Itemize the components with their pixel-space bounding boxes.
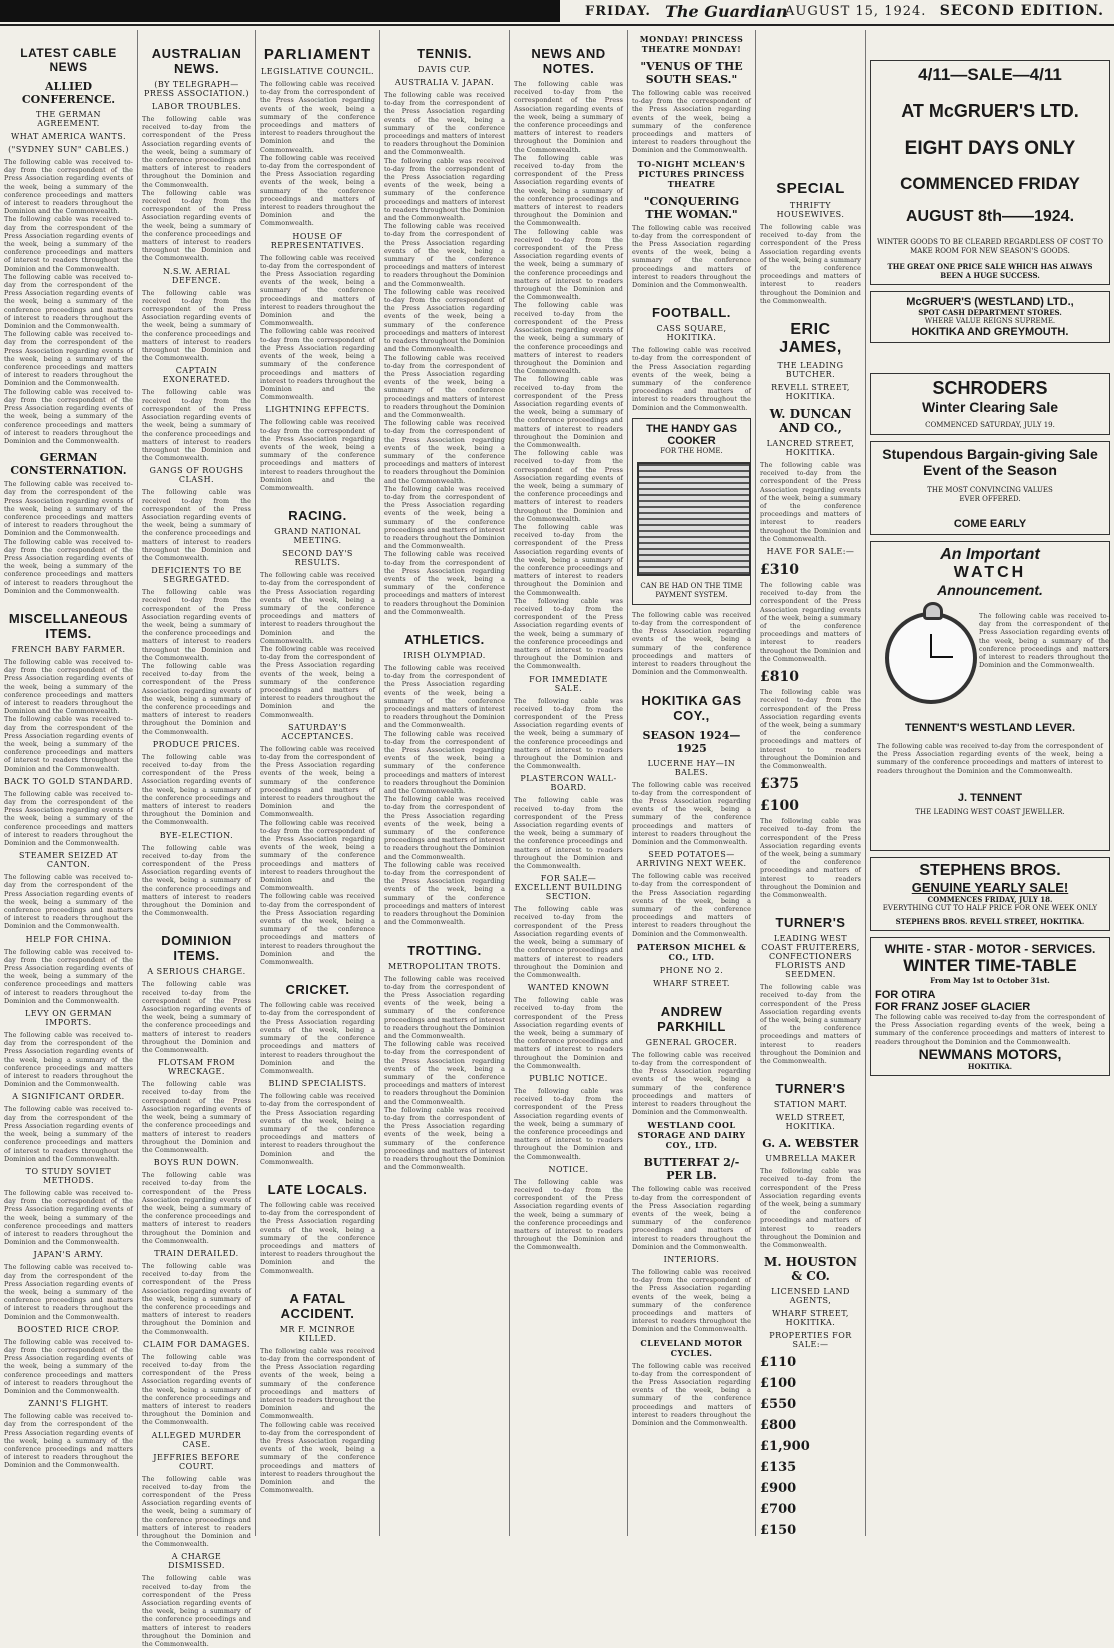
article-body: The following cable was received to-day from the correspondent of the Press Association regarding events of the week, being a summary of the conference proceedings and matters of interest to readers throughout the Dominion and the Commonwealth. <box>4 1263 133 1321</box>
may-october: From May 1st to October 31st. <box>930 976 1050 985</box>
article-body: The following cable was received to-day from the correspondent of the Press Association regarding events of the week, being a summary of the conference proceedings and matters of interest to readers throughout the Dominion and the Commonwealth. <box>4 947 133 1005</box>
have-for-sale: HAVE FOR SALE:— <box>766 547 855 557</box>
convincing-values: THE MOST CONVINCING VALUES <box>927 486 1053 494</box>
article-body: The following cable was received to-day from the correspondent of the Press Association regarding events of the week, being a summary of the conference proceedings and matters of interest to readers throughout the Dominion and the Commonwealth. <box>260 1200 375 1275</box>
spot-cash: SPOT CASH DEPARTMENT STORES. <box>918 308 1062 317</box>
stupendous-ad <box>870 441 1110 535</box>
serious-charge-head: A SERIOUS CHARGE. <box>147 967 246 977</box>
trotting-heading: TROTTING. <box>407 942 482 958</box>
article-body: The following cable was received to-day from the correspondent of the Press Association regarding events of the week, being a summary of the conference proceedings and matters of interest to readers throughout the Dominion and the Commonwealth. <box>260 571 375 645</box>
article-body: The following cable was received to-day from the correspondent of the Press Association regarding events of the week, being a summary of the conference proceedings and matters of interest to readers throughout the Dominion and the Commonwealth. <box>260 253 375 328</box>
column-advertisements-c <box>866 30 1114 1536</box>
everything-cut: EVERYTHING CUT TO HALF PRICE FOR ONE WEEK ONLY <box>882 904 1098 912</box>
j-tennent: J. TENNENT <box>957 792 1023 804</box>
article-body: The following cable was received to-day from the correspondent of the Press Association regarding events of the week, being a summary of the conference proceedings and matters of interest to readers throughout the Dominion and the Commonwealth. <box>632 1268 751 1334</box>
for-otira: FOR OTIRA <box>875 989 936 1001</box>
princess-theatre-ad: MONDAY! PRINCESS THEATRE MONDAY! <box>639 34 744 54</box>
column-advertisements-a <box>628 30 756 1536</box>
winter-timetable: WINTER TIME-TABLE <box>903 956 1077 975</box>
price-900: £900 <box>760 1481 797 1497</box>
baby-farmer-head: FRENCH BABY FARMER. <box>11 644 126 654</box>
come-early: COME EARLY <box>953 518 1027 530</box>
flotsam-head: FLOTSAM FROM WRECKAGE. <box>157 1058 236 1077</box>
article-body: The following cable was received to-day from the correspondent of the Press Association regarding events of the week, being a summary of the conference proceedings and matters of interest to readers throughout the Dominion and the Commonwealth. <box>142 1261 251 1336</box>
article-body: The following cable was received to-day from the correspondent of the Press Association regarding events of the week, being a summary of the conference proceedings and matters of interest to readers throughout the Dominion and the Commonwealth. <box>4 1337 133 1395</box>
article-body: The following cable was received to-day from the correspondent of the Press Association regarding events of the week, being a summary of the conference proceedings and matters of interest to readers throughout the Dominion and the Commonwealth. <box>384 550 505 616</box>
japans-army-head: JAPAN'S ARMY. <box>33 1250 104 1260</box>
claim-damages-head: CLAIM FOR DAMAGES. <box>143 1339 250 1349</box>
metropolitan-trots-head: METROPOLITAN TROTS. <box>387 961 502 971</box>
parliament-heading: PARLIAMENT <box>263 46 372 63</box>
article-body: The following cable was received to-day from the correspondent of the Press Association regarding events of the week, being a summary of the conference proceedings and matters of interest to readers throughout the Dominion and the Commonwealth. <box>142 288 251 363</box>
article-body: The following cable was received to-day from the correspondent of the Press Association regarding events of the week, being a summary of the conference proceedings and matters of interest to readers throughout the Dominion and the Commonwealth. <box>514 80 623 154</box>
house-representatives-head: HOUSE OF REPRESENTATIVES. <box>270 231 365 250</box>
eight-days: EIGHT DAYS ONLY <box>904 138 1076 159</box>
significant-order-head: A SIGNIFICANT ORDER. <box>12 1092 125 1102</box>
article-body: The following cable was received to-day from the correspondent of the Press Association regarding events of the week, being a summary of the conference proceedings and matters of interest to readers throughout the Dominion and the Commonwealth. <box>260 1346 375 1421</box>
fatal-accident-heading: A FATAL ACCIDENT. <box>280 1290 355 1321</box>
price-100b: £100 <box>760 1376 797 1392</box>
article-body: The following cable was received to-day from the correspondent of the Press Association regarding events of the week, being a summary of the conference proceedings and matters of interest to readers throughout the Dominion and the Commonwealth. <box>877 742 1103 775</box>
price-700: £700 <box>760 1502 797 1518</box>
article-body: The following cable was received to-day from the correspondent of the Press Association regarding events of the week, being a summary of the conference proceedings and matters of interest to readers throughout the Dominion and the Commonwealth. <box>384 287 505 354</box>
grand-national-head: GRAND NATIONAL MEETING. <box>274 527 361 546</box>
article-body: The following cable was received to-day from the correspondent of the Press Association regarding events of the week, being a summary of the conference proceedings and matters of interest to readers throughout the Dominion and the Commonwealth. <box>4 272 133 331</box>
wharf-street-b: WHARF STREET, HOKITIKA. <box>772 1309 849 1328</box>
athletics-heading: ATHLETICS. <box>404 632 485 647</box>
article-body: The following cable was received to-day from the correspondent of the Press Association regarding events of the week, being a summary of the conference proceedings and matters of interest to readers throughout the Dominion and the Commonwealth. <box>384 91 505 157</box>
article-body: The following cable was received to-day from the correspondent of the Press Association regarding events of the week, being a summary of the conference proceedings and matters of interest to readers throughout the Dominion and the Commonwealth. <box>142 1574 251 1648</box>
lucerne-hay: LUCERNE HAY—IN BALES. <box>647 758 736 777</box>
boys-run-down-head: BOYS RUN DOWN. <box>153 1158 240 1168</box>
australian-news-heading: AUSTRALIAN NEWS. <box>151 46 242 76</box>
gas-coy: HOKITIKA GAS COY., <box>641 692 742 723</box>
station-mart: STATION MART. <box>773 1100 848 1110</box>
aerial-defence-head: N.S.W. AERIAL DEFENCE. <box>162 266 231 285</box>
price-310: £310 <box>760 562 799 579</box>
help-china-head: HELP FOR CHINA. <box>25 934 112 944</box>
price-110: £110 <box>760 1355 797 1371</box>
german-agreement-head: THE GERMAN AGREEMENT. <box>36 110 101 128</box>
lancred-street: LANCRED STREET, HOKITIKA. <box>766 439 855 458</box>
immediate-sale-ad: FOR IMMEDIATE SALE. <box>529 674 608 693</box>
cricket-heading: CRICKET. <box>285 982 350 998</box>
tennis-heading: TENNIS. <box>417 46 472 61</box>
train-derailed-head: TRAIN DERAILED. <box>154 1248 239 1258</box>
article-body: The following cable was received to-day from the correspondent of the Press Association regarding events of the week, being a summary of the conference proceedings and matters of interest to readers throughout the Dominion and the Commonwealth. <box>514 596 623 671</box>
phone-no: PHONE NO 2. <box>659 965 724 975</box>
time-payment: CAN BE HAD ON THE TIME PAYMENT SYSTEM. <box>640 581 743 599</box>
article-body: The following cable was received to-day from the correspondent of the Press Association regarding events of the week, being a summary of the conference proceedings and matters of interest to readers throughout the Dominion and the Commonwealth. <box>632 872 751 938</box>
stephens-bros: STEPHENS BROS. <box>919 862 1061 879</box>
important: An Important <box>940 546 1040 563</box>
article-body: The following cable was received to-day from the correspondent of the Press Association regarding events of the week, being a summary of the conference proceedings and matters of interest to readers throughout the Dominion and the Commonwealth. <box>4 158 133 216</box>
season-heading: SEASON 1924—1925 <box>642 728 741 755</box>
article-body: The following cable was received to-day from the correspondent of the Press Association regarding events of the week, being a summary of the conference proceedings and matters of interest to readers throughout the Dominion and the Commonwealth. <box>514 227 623 302</box>
price-800: £800 <box>760 1418 797 1434</box>
jeffries-court-head: JEFFRIES BEFORE COURT. <box>153 1452 240 1471</box>
levy-imports-head: LEVY ON GERMAN IMPORTS. <box>24 1009 113 1028</box>
masthead-date: AUGUST 15, 1924. <box>785 4 927 19</box>
article-body: The following cable was received to-day from the correspondent of the Press Association regarding events of the week, being a summary of the conference proceedings and matters of interest to readers throughout the Dominion and the Commonwealth. <box>514 1177 623 1252</box>
article-body: The following cable was received to-day from the correspondent of the Press Association regarding events of the week, being a summary of the conference proceedings and matters of interest to readers throughout the Dominion and the Commonwealth. <box>514 996 623 1070</box>
article-body: The following cable was received to-day from the correspondent of the Press Association regarding events of the week, being a summary of the conference proceedings and matters of interest to readers throughout the Dominion and the Commonwealth. <box>4 215 133 273</box>
article-body: The following cable was received to-day from the correspondent of the Press Association regarding events of the week, being a summary of the conference proceedings and matters of interest to readers throughout the Dominion and the Commonwealth. <box>760 223 861 305</box>
article-body: The following cable was received to-day from the correspondent of the Press Association regarding events of the week, being a summary of the conference proceedings and matters of interest to readers throughout the Dominion and the Commonwealth. <box>142 1080 251 1154</box>
article-body: The following cable was received to-day from the correspondent of the Press Association regarding events of the week, being a summary of the conference proceedings and matters of interest to readers throughout the Dominion and the Commonwealth. <box>4 1105 133 1163</box>
press-association-credit: (BY TELEGRAPH—PRESS ASSOCIATION.) <box>143 80 250 98</box>
duncan-co: W. DUNCAN AND CO., <box>769 407 852 436</box>
commenced-friday: COMMENCED FRIDAY <box>900 174 1080 193</box>
america-wants-head: WHAT AMERICA WANTS. <box>10 132 127 141</box>
newmans-motors: NEWMANS MOTORS, <box>918 1045 1062 1062</box>
article-body: The following cable was received to-day from the correspondent of the Press Association regarding events of the week, being a summary of the conference proceedings and matters of interest to readers throughout the Dominion and the Commonwealth. <box>142 488 251 562</box>
turners-sub: LEADING WEST COAST FRUITERERS, CONFECTIONERS FLORISTS AND SEEDMEN. <box>761 934 860 980</box>
article-body: The following cable was received to-day from the correspondent of the Press Association regarding events of the week, being a summary of the conference proceedings and matters of interest to readers throughout the Dominion and the Commonwealth. <box>384 1040 505 1106</box>
second-day-results-head: SECOND DAY'S RESULTS. <box>282 549 353 568</box>
column-tennis <box>380 30 510 1536</box>
watch-word: WATCH <box>953 564 1027 581</box>
plastercon-ad: PLASTERCON WALL-BOARD. <box>520 774 617 793</box>
article-body: The following cable was received to-day from the correspondent of the Press Association regarding events of the week, being a summary of the conference proceedings and matters of interest to readers throughout the Dominion and the Commonwealth. <box>632 223 751 290</box>
article-body: The following cable was received to-day from the correspondent of the Press Association regarding events of the week, being a summary of the conference proceedings and matters of interest to readers throughout the Dominion and the Commonwealth. <box>760 1167 861 1250</box>
for-glacier: FOR FRANZ JOSEF GLACIER <box>875 1001 1031 1013</box>
article-body: The following cable was received to-day from the correspondent of the Press Association regarding events of the week, being a summary of the conference proceedings and matters of interest to readers throughout the Dominion and the Commonwealth. <box>632 1050 751 1117</box>
seed-potatoes: SEED POTATOES—ARRIVING NEXT WEEK. <box>636 850 747 869</box>
eric-james: ERIC JAMES, <box>779 321 842 357</box>
lightning-effects-head: LIGHTNING EFFECTS. <box>265 405 370 415</box>
pocket-watch-icon <box>885 612 977 704</box>
revell-street: REVELL STREET, HOKITIKA. <box>771 383 850 402</box>
article-body: The following cable was received to-day from the correspondent of the Press Association regarding events of the week, being a summary of the conference proceedings and matters of interest to readers throughout the Dominion and the Commonwealth. <box>142 1352 251 1427</box>
steamer-seized-head: STEAMER SEIZED AT CANTON. <box>18 851 119 870</box>
gas-cooker-ad <box>632 418 751 605</box>
article-body: The following cable was received to-day from the correspondent of the Press Association regarding events of the week, being a summary of the conference proceedings and matters of interest to readers throughout the Dominion and the Commonwealth. <box>979 612 1109 670</box>
charge-dismissed-head: A CHARGE DISMISSED. <box>168 1552 225 1571</box>
article-body: The following cable was received to-day from the correspondent of the Press Association regarding events of the week, being a summary of the conference proceedings and matters of interest to readers throughout the Dominion and the Commonwealth. <box>632 610 751 677</box>
article-body: The following cable was received to-day from the correspondent of the Press Association regarding events of the week, being a summary of the conference proceedings and matters of interest to readers throughout the Dominion and the Commonwealth. <box>514 522 623 597</box>
notice-ad: NOTICE. <box>548 1164 589 1174</box>
hokitika-greymouth: HOKITIKA AND GREYMOUTH. <box>911 326 1069 338</box>
gold-standard-head: BACK TO GOLD STANDARD. <box>4 776 133 786</box>
article-body: The following cable was received to-day from the correspondent of the Press Association regarding events of the week, being a summary of the conference proceedings and matters of interest to readers throughout the Dominion and the Commonwealth. <box>384 419 505 485</box>
acceptances-head: SATURDAY'S ACCEPTANCES. <box>281 722 354 741</box>
article-body: The following cable was received to-day from the correspondent of the Press Association regarding events of the week, being a summary of the conference proceedings and matters of interest to readers throughout the Dominion and the Commonwealth. <box>260 1092 375 1166</box>
article-body: The following cable was received to-day from the correspondent of the Press Association regarding events of the week, being a summary of the conference proceedings and matters of interest to readers throughout the Dominion and the Commonwealth. <box>760 461 861 543</box>
article-body: The following cable was received to-day from the correspondent of the Press Association regarding events of the week, being a summary of the conference proceedings and matters of interest to readers throughout the Dominion and the Commonwealth. <box>4 715 133 773</box>
schroders-title: SCHRODERS <box>932 378 1048 398</box>
public-notice-ad: PUBLIC NOTICE. <box>529 1073 608 1083</box>
bye-election-head: BYE-ELECTION. <box>159 830 234 840</box>
article-body: The following cable was received to-day from the correspondent of the Press Association regarding events of the week, being a summary of the conference proceedings and matters of interest to readers throughout the Dominion and the Commonwealth. <box>142 1171 251 1245</box>
masthead <box>0 0 1114 26</box>
properties-sale: PROPERTIES FOR SALE:— <box>769 1331 852 1350</box>
price-550: £550 <box>760 1397 797 1413</box>
article-body: The following cable was received to-day from the correspondent of the Press Association regarding events of the week, being a summary of the conference proceedings and matters of interest to readers throughout the Dominion and the Commonwealth. <box>260 818 375 893</box>
miscellaneous-items-heading: MISCELLANEOUS ITEMS. <box>8 610 129 641</box>
ga-webster: G. A. WEBSTER <box>762 1137 859 1151</box>
one-price-sale: THE GREAT ONE PRICE SALE WHICH HAS ALWAYS BEEN A HUGE SUCCESS. <box>887 262 1093 280</box>
article-body: The following cable was received to-day from the correspondent of the Press Association regarding events of the week, being a summary of the conference proceedings and matters of interest to readers throughout the Dominion and the Commonwealth. <box>875 1013 1105 1046</box>
article-body: The following cable was received to-day from the correspondent of the Press Association regarding events of the week, being a summary of the conference proceedings and matters of interest to readers throughout the Dominion and the Commonwealth. <box>384 156 505 223</box>
wanted-known-ad: WANTED KNOWN <box>527 983 610 993</box>
value-reigns: WHERE VALUE REIGNS SUPREME. <box>924 317 1056 325</box>
masthead-day: FRIDAY. <box>585 4 651 19</box>
article-body: The following cable was received to-day from the correspondent of the Press Association regarding events of the week, being a summary of the conference proceedings and matters of interest to readers throughout the Dominion and the Commonwealth. <box>260 644 375 719</box>
labor-troubles-head: LABOR TROUBLES. <box>151 102 242 111</box>
article-body: The following cable was received to-day from the correspondent of the Press Association regarding events of the week, being a summary of the conference proceedings and matters of interest to readers throughout the Dominion and the Commonwealth. <box>4 1031 133 1089</box>
article-body: The following cable was received to-day from the correspondent of the Press Association regarding events of the week, being a summary of the conference proceedings and matters of interest to readers throughout the Dominion and the Commonwealth. <box>4 789 133 848</box>
ever-offered: EVER OFFERED. <box>959 495 1021 503</box>
houston-co: M. HOUSTON & CO. <box>764 1255 857 1284</box>
article-body: The following cable was received to-day from the correspondent of the Press Association regarding events of the week, being a summary of the conference proceedings and matters of interest to readers throughout the Dominion and the Commonwealth. <box>260 744 375 819</box>
article-body: The following cable was received to-day from the correspondent of the Press Association regarding events of the week, being a summary of the conference proceedings and matters of interest to readers throughout the Dominion and the Commonwealth. <box>142 980 251 1055</box>
article-body: The following cable was received to-day from the correspondent of the Press Association regarding events of the week, being a summary of the conference proceedings and matters of interest to readers throughout the Dominion and the Commonwealth. <box>142 752 251 827</box>
article-body: The following cable was received to-day from the correspondent of the Press Association regarding events of the week, being a summary of the conference proceedings and matters of interest to readers throughout the Dominion and the Commonwealth. <box>4 657 133 716</box>
article-body: The following cable was received to-day from the correspondent of the Press Association regarding events of the week, being a summary of the conference proceedings and matters of interest to readers throughout the Dominion and the Commonwealth. <box>260 892 375 967</box>
article-body: The following cable was received to-day from the correspondent of the Press Association regarding events of the week, being a summary of the conference proceedings and matters of interest to readers throughout the Dominion and the Commonwealth. <box>514 696 623 771</box>
article-body: The following cable was received to-day from the correspondent of the Press Association regarding events of the week, being a summary of the conference proceedings and matters of interest to readers throughout the Dominion and the Commonwealth. <box>142 388 251 463</box>
soviet-methods-head: TO STUDY SOVIET METHODS. <box>25 1166 112 1185</box>
turners-heading: TURNER'S <box>775 915 846 931</box>
column-parliament <box>256 30 380 1536</box>
masthead-paper-name: The Guardian <box>665 2 788 21</box>
general-grocer: GENERAL GROCER. <box>645 1037 738 1047</box>
venus-south-seas: "VENUS OF THE SOUTH SEAS." <box>640 60 743 86</box>
german-consternation-head: GERMAN CONSTERNATION. <box>10 451 127 478</box>
article-body: The following cable was received to-day from the correspondent of the Press Association regarding events of the week, being a summary of the conference proceedings and matters of interest to readers throughout the Dominion and the Commonwealth. <box>514 796 623 871</box>
article-body: The following cable was received to-day from the correspondent of the Press Association regarding events of the week, being a summary of the conference proceedings and matters of interest to readers throughout the Dominion and the Commonwealth. <box>4 1412 133 1470</box>
article-body: The following cable was received to-day from the correspondent of the Press Association regarding events of the week, being a summary of the conference proceedings and matters of interest to readers throughout the Dominion and the Commonwealth. <box>760 688 861 770</box>
price-1900: £1,900 <box>760 1439 810 1455</box>
column-cable-news <box>0 30 138 1536</box>
white-star-motor: WHITE - STAR - MOTOR - SERVICES. <box>884 942 1096 956</box>
football-heading: FOOTBALL. <box>652 305 731 321</box>
paterson-michel: PATERSON MICHEL & CO., LTD. <box>636 941 747 962</box>
conquering-woman: "CONQUERING THE WOMAN." <box>643 194 740 221</box>
price-150: £150 <box>760 1523 797 1539</box>
watch-minute-hand <box>931 656 953 658</box>
article-body: The following cable was received to-day from the correspondent of the Press Association regarding events of the week, being a summary of the conference proceedings and matters of interest to readers throughout the Dominion and the Commonwealth. <box>384 795 505 861</box>
westland-cool-storage: WESTLAND COOL STORAGE AND DAIRY COY., LTD. <box>637 1120 746 1151</box>
gas-cooker-sub: FOR THE HOME. <box>660 446 723 455</box>
leading-jeweller: THE LEADING WEST COAST JEWELLER. <box>915 808 1065 816</box>
rice-crop-head: BOOSTED RICE CROP. <box>17 1324 120 1334</box>
price-810: £810 <box>760 669 799 686</box>
column-australian-news <box>138 30 256 1648</box>
article-body: The following cable was received to-day from the correspondent of the Press Association regarding events of the week, being a summary of the conference proceedings and matters of interest to readers throughout the Dominion and the Commonwealth. <box>632 89 751 155</box>
interiors-head: INTERIORS. <box>663 1255 720 1264</box>
article-body: The following cable was received to-day from the correspondent of the Press Association regarding events of the week, being a summary of the conference proceedings and matters of interest to readers throughout the Dominion and the Commonwealth. <box>760 817 861 899</box>
gas-stove-icon <box>637 462 751 576</box>
stephens-address: STEPHENS BROS. REVELL STREET, HOKITIKA. <box>895 917 1085 926</box>
article-body: The following cable was received to-day from the correspondent of the Press Association regarding events of the week, being a summary of the conference proceedings and matters of interest to readers throughout the Dominion and the Commonwealth. <box>142 1474 251 1549</box>
column-news-notes <box>510 30 628 1536</box>
watch-crown-icon <box>923 602 943 620</box>
article-body: The following cable was received to-day from the correspondent of the Press Association regarding events of the week, being a summary of the conference proceedings and matters of interest to readers throughout the Dominion and the Commonwealth. <box>760 581 861 663</box>
westland-lever: TENNENT'S WESTLAND LEVER. <box>904 722 1076 734</box>
august-date: AUGUST 8th——1924. <box>905 208 1075 225</box>
article-body: The following cable was received to-day from the correspondent of the Press Association regarding events of the week, being a summary of the conference proceedings and matters of interest to readers throughout the Dominion and the Commonwealth. <box>142 188 251 263</box>
masthead-edition: SECOND EDITION. <box>939 3 1104 19</box>
cable-news-heading: LATEST CABLE NEWS <box>20 46 117 74</box>
article-body: The following cable was received to-day from the correspondent of the Press Association regarding events of the week, being a summary of the conference proceedings and matters of interest to readers throughout the Dominion and the Commonwealth. <box>260 1001 375 1075</box>
cass-square: CASS SQUARE, HOKITIKA. <box>656 324 727 343</box>
sydney-sun-cables: ("SYDNEY SUN" CABLES.) <box>8 145 129 154</box>
price-135: £135 <box>760 1460 797 1476</box>
at-mcgruers: AT McGRUER'S LTD. <box>901 101 1079 121</box>
gas-cooker-title: THE HANDY GAS COOKER <box>646 422 737 447</box>
article-body: The following cable was received to-day from the correspondent of the Press Association regarding events of the week, being a summary of the conference proceedings and matters of interest to readers throughout the Dominion and the Commonwealth. <box>384 222 505 288</box>
legislative-council-head: LEGISLATIVE COUNCIL. <box>260 67 375 76</box>
cleveland-motor: CLEVELAND MOTOR CYCLES. <box>640 1337 743 1358</box>
mcinroe-killed-head: MR F. MCINROE KILLED. <box>279 1324 356 1343</box>
event-season: Event of the Season <box>923 462 1057 478</box>
news-notes-heading: NEWS AND NOTES. <box>531 46 606 76</box>
produce-prices-head: PRODUCE PRICES. <box>152 739 241 749</box>
andrew-parkhill: ANDREW PARKHILL <box>657 1003 726 1034</box>
price-375: £375 <box>760 776 799 793</box>
building-section-ad: FOR SALE—EXCELLENT BUILDING SECTION. <box>514 874 623 902</box>
article-body: The following cable was received to-day from the correspondent of the Press Association regarding events of the week, being a summary of the conference proceedings and matters of interest to readers throughout the Dominion and the Commonwealth. <box>384 860 505 927</box>
butterfat-price: BUTTERFAT 2/- PER LB. <box>643 1156 740 1183</box>
article-body: The following cable was received to-day from the correspondent of the Press Association regarding events of the week, being a summary of the conference proceedings and matters of interest to readers throughout the Dominion and the Commonwealth. <box>142 588 251 662</box>
watch-hour-hand <box>930 634 932 658</box>
watch-ad <box>870 541 1110 851</box>
article-body: The following cable was received to-day from the correspondent of the Press Association regarding events of the week, being a summary of the conference proceedings and matters of interest to readers throughout the Dominion and the Commonwealth. <box>632 780 751 846</box>
article-body: The following cable was received to-day from the correspondent of the Press Association regarding events of the week, being a summary of the conference proceedings and matters of interest to readers throughout the Dominion and the Commonwealth. <box>4 873 133 931</box>
article-body: The following cable was received to-day from the correspondent of the Press Association regarding events of the week, being a summary of the conference proceedings and matters of interest to readers throughout the Dominion and the Commonwealth. <box>4 387 133 445</box>
genuine-sale: GENUINE YEARLY SALE! <box>911 880 1069 895</box>
price-100: £100 <box>760 798 799 815</box>
article-body: The following cable was received to-day from the correspondent of the Press Association regarding events of the week, being a summary of the conference proceedings and matters of interest to readers throughout the Dominion and the Commonwealth. <box>4 537 133 595</box>
mcgruers-sale-ad <box>870 60 1110 285</box>
article-body: The following cable was received to-day from the correspondent of the Press Association regarding events of the week, being a summary of the conference proceedings and matters of interest to readers throughout the Dominion and the Commonwealth. <box>142 843 251 918</box>
article-body: The following cable was received to-day from the correspondent of the Press Association regarding events of the week, being a summary of the conference proceedings and matters of interest to readers throughout the Dominion and the Commonwealth. <box>632 346 751 412</box>
captain-exonerated-head: CAPTAIN EXONERATED. <box>162 366 231 385</box>
commences-friday: COMMENCES FRIDAY, JULY 18. <box>927 895 1053 904</box>
article-body: The following cable was received to-day from the correspondent of the Press Association regarding events of the week, being a summary of the conference proceedings and matters of interest to readers throughout the Dominion and the Commonwealth. <box>4 1188 133 1247</box>
licensed-agents: LICENSED LAND AGENTS, <box>771 1287 850 1306</box>
alleged-murder-head: ALLEGED MURDER CASE. <box>151 1430 242 1449</box>
allied-conference-head: ALLIED CONFERENCE. <box>21 80 116 106</box>
article-body: The following cable was received to-day from the correspondent of the Press Association regarding events of the week, being a summary of the conference proceedings and matters of interest to readers throughout the Dominion and the Commonwealth. <box>260 327 375 402</box>
article-body: The following cable was received to-day from the correspondent of the Press Association regarding events of the week, being a summary of the conference proceedings and matters of interest to readers throughout the Dominion and the Commonwealth. <box>384 1105 505 1172</box>
article-body: The following cable was received to-day from the correspondent of the Press Association regarding events of the week, being a summary of the conference proceedings and matters of interest to readers throughout the Dominion and the Commonwealth. <box>384 484 505 551</box>
racing-heading: RACING. <box>288 508 347 524</box>
turners-mart: TURNER'S <box>775 1081 846 1097</box>
article-body: The following cable was received to-day from the correspondent of the Press Association regarding events of the week, being a summary of the conference proceedings and matters of interest to readers throughout the Dominion and the Commonwealth. <box>384 664 505 730</box>
newmans-hokitika: HOKITIKA. <box>967 1061 1013 1071</box>
special-heading: SPECIAL <box>776 180 845 197</box>
wharf-street: WHARF STREET. <box>653 978 730 988</box>
stephens-ad <box>870 857 1110 931</box>
weld-street: WELD STREET, HOKITIKA. <box>775 1113 846 1132</box>
article-body: The following cable was received to-day from the correspondent of the Press Association regarding events of the week, being a summary of the conference proceedings and matters of interest to readers throughout the Dominion and the Commonwealth. <box>142 661 251 736</box>
sale-price: 4/11—SALE—4/11 <box>918 65 1062 84</box>
gangs-clash-head: GANGS OF ROUGHS CLASH. <box>149 466 244 485</box>
article-body: The following cable was received to-day from the correspondent of the Press Association regarding events of the week, being a summary of the conference proceedings and matters of interest to readers throughout the Dominion and the Commonwealth. <box>514 301 623 376</box>
article-body: The following cable was received to-day from the correspondent of the Press Association regarding events of the week, being a summary of the conference proceedings and matters of interest to readers throughout the Dominion and the Commonwealth. <box>4 480 133 538</box>
article-body: The following cable was received to-day from the correspondent of the Press Association regarding events of the week, being a summary of the conference proceedings and matters of interest to readers throughout the Dominion and the Commonwealth. <box>514 905 623 979</box>
article-body: The following cable was received to-day from the correspondent of the Press Association regarding events of the week, being a summary of the conference proceedings and matters of interest to readers throughout the Dominion and the Commonwealth. <box>514 375 623 449</box>
article-body: The following cable was received to-day from the correspondent of the Press Association regarding events of the week, being a summary of the conference proceedings and matters of interest to readers throughout the Dominion and the Commonwealth. <box>384 729 505 796</box>
article-body: The following cable was received to-day from the correspondent of the Press Association regarding events of the week, being a summary of the conference proceedings and matters of interest to readers throughout the Dominion and the Commonwealth. <box>142 115 251 189</box>
dominion-items-heading: DOMINION ITEMS. <box>161 933 232 964</box>
article-body: The following cable was received to-day from the correspondent of the Press Association regarding events of the week, being a summary of the conference proceedings and matters of interest to readers throughout the Dominion and the Commonwealth. <box>514 153 623 228</box>
column-advertisements-b <box>756 30 866 1539</box>
irish-olympiad-head: IRISH OLYMPIAD. <box>403 651 486 660</box>
umbrella-maker: UMBRELLA MAKER <box>765 1154 856 1164</box>
commenced-saturday: COMMENCED SATURDAY, JULY 19. <box>925 421 1055 429</box>
winter-clearing: Winter Clearing Sale <box>921 399 1059 415</box>
white-star-ad <box>870 937 1110 1076</box>
australia-japan-head: AUSTRALIA V. JAPAN. <box>394 78 495 87</box>
article-body: The following cable was received to-day from the correspondent of the Press Association regarding events of the week, being a summary of the conference proceedings and matters of interest to readers throughout the Dominion and the Commonwealth. <box>384 974 505 1040</box>
mcgruers-westland-ad <box>870 291 1110 343</box>
deficients-head: DEFICIENTS TO BE SEGREGATED. <box>151 566 242 585</box>
article-body: The following cable was received to-day from the correspondent of the Press Association regarding events of the week, being a summary of the conference proceedings and matters of interest to readers throughout the Dominion and the Commonwealth. <box>260 418 375 492</box>
winter-goods: WINTER GOODS TO BE CLEARED REGARDLESS OF COST TO MAKE ROOM FOR NEW SEASON'S GOODS. <box>877 238 1103 255</box>
mcgruers-westland: McGRUER'S (WESTLAND) LTD., <box>906 296 1074 308</box>
article-body: The following cable was received to-day from the correspondent of the Press Association regarding events of the week, being a summary of the conference proceedings and matters of interest to readers throughout the Dominion and the Commonwealth. <box>384 353 505 419</box>
article-body: The following cable was received to-day from the correspondent of the Press Association regarding events of the week, being a summary of the conference proceedings and matters of interest to readers throughout the Dominion and the Commonwealth. <box>260 80 375 154</box>
blind-specialists-head: BLIND SPECIALISTS. <box>268 1079 367 1089</box>
masthead-black-band <box>0 0 560 22</box>
zannis-flight-head: ZANNI'S FLIGHT. <box>28 1399 109 1409</box>
mcleans-pictures-ad: TO-NIGHT MCLEAN'S PICTURES PRINCESS THEATRE <box>637 158 746 189</box>
article-body: The following cable was received to-day from the correspondent of the Press Association regarding events of the week, being a summary of the conference proceedings and matters of interest to readers throughout the Dominion and the Commonwealth. <box>4 330 133 388</box>
article-body: The following cable was received to-day from the correspondent of the Press Association regarding events of the week, being a summary of the conference proceedings and matters of interest to readers throughout the Dominion and the Commonwealth. <box>760 983 861 1065</box>
schroders-ad <box>870 373 1110 435</box>
article-body: The following cable was received to-day from the correspondent of the Press Association regarding events of the week, being a summary of the conference proceedings and matters of interest to readers throughout the Dominion and the Commonwealth. <box>260 153 375 228</box>
article-body: The following cable was received to-day from the correspondent of the Press Association regarding events of the week, being a summary of the conference proceedings and matters of interest to readers throughout the Dominion and the Commonwealth. <box>514 449 623 523</box>
stupendous-sale: Stupendous Bargain-giving Sale <box>882 446 1098 462</box>
late-locals-heading: LATE LOCALS. <box>267 1181 368 1197</box>
article-body: The following cable was received to-day from the correspondent of the Press Association regarding events of the week, being a summary of the conference proceedings and matters of interest to readers throughout the Dominion and the Commonwealth. <box>514 1086 623 1161</box>
thrifty-housewives: THRIFTY HOUSEWIVES. <box>776 201 845 219</box>
announcement: Announcement. <box>937 582 1043 598</box>
article-body: The following cable was received to-day from the correspondent of the Press Association regarding events of the week, being a summary of the conference proceedings and matters of interest to readers throughout the Dominion and the Commonwealth. <box>632 1361 751 1428</box>
article-body: The following cable was received to-day from the correspondent of the Press Association regarding events of the week, being a summary of the conference proceedings and matters of interest to readers throughout the Dominion and the Commonwealth. <box>260 1420 375 1495</box>
article-body: The following cable was received to-day from the correspondent of the Press Association regarding events of the week, being a summary of the conference proceedings and matters of interest to readers throughout the Dominion and the Commonwealth. <box>632 1185 751 1251</box>
davis-cup-head: DAVIS CUP. <box>418 65 471 74</box>
leading-butcher: THE LEADING BUTCHER. <box>777 361 844 380</box>
